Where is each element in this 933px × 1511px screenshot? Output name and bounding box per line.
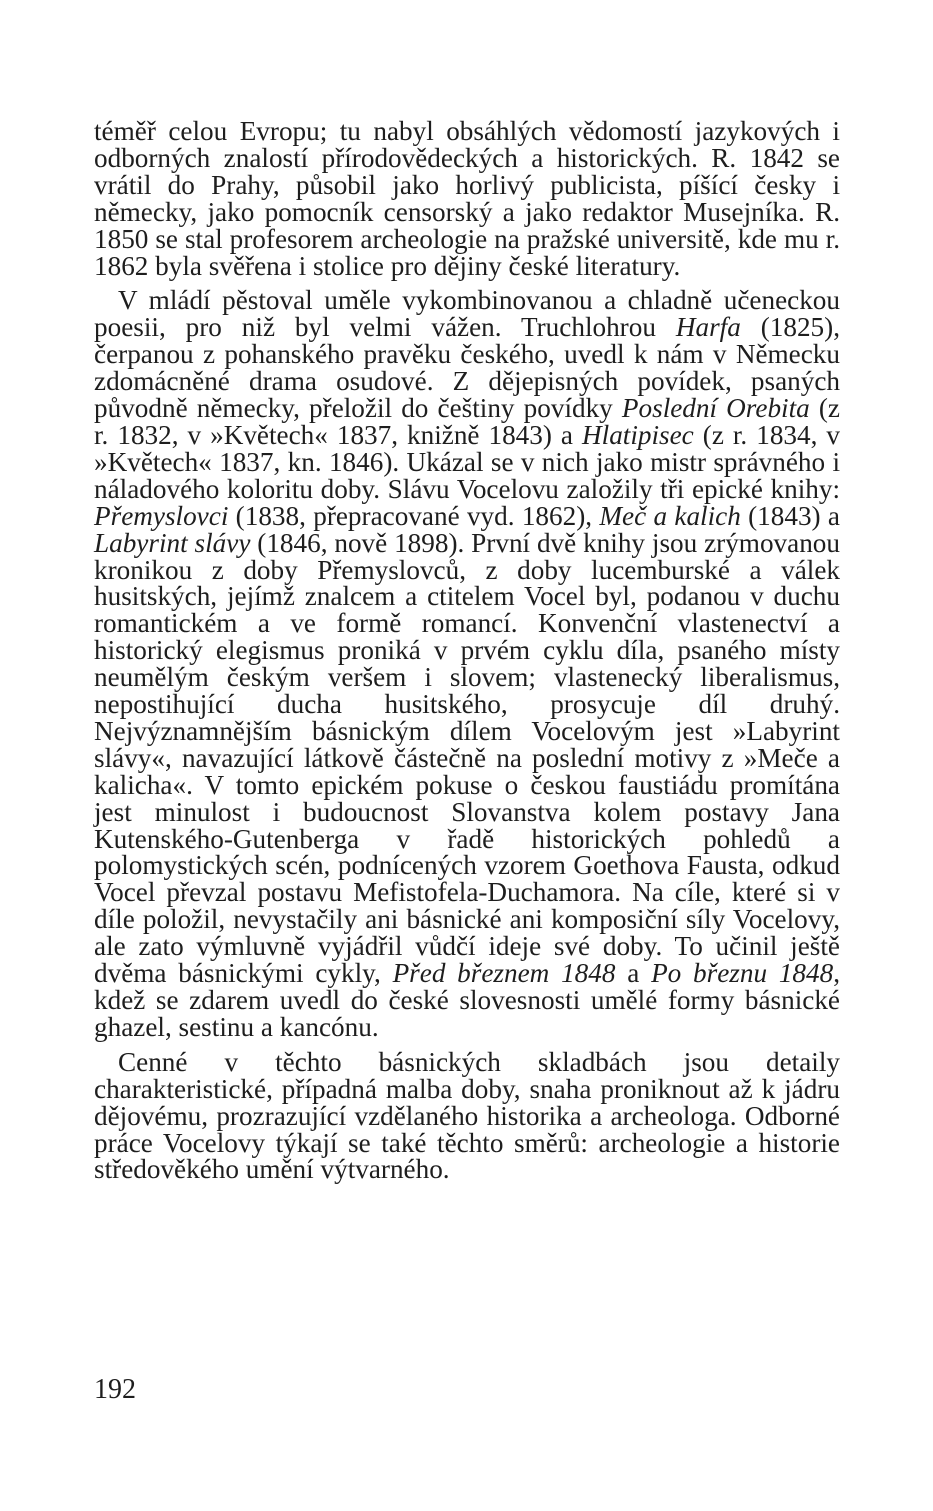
text-run: téměř celou Evropu; tu nabyl obsáhlých vědomostí jazykových i odborných znalostí přírodovědeckých a historických. R. 1842 se vrátil do Prahy, působil jako horlivý publicista, píšící česky i německy, jako pomocník censorský a jako redaktor Musejníka. R. 1850 se stal profesorem archeologie na pražské universitě, kde mu r. 1862 byla svěřena i stolice pro dějiny české literatury. (94, 116, 840, 281)
text-run: (z r. 1832, v »Květech« 1837, knižně 1843) a (94, 393, 840, 450)
page-number: 192 (94, 1374, 136, 1405)
italic-title: Poslední Orebita (621, 393, 810, 424)
italic-title: Meč a kalich (599, 500, 741, 531)
italic-title: Přemyslovci (94, 500, 229, 531)
italic-title: Po březnu 1848 (651, 958, 834, 989)
text-run: Cenné v těchto básnických skladbách jsou detaily charakteristické, případná malba doby, snaha proniknout až k jádru dějovému, prozrazující vzdělaného historika a archeologa. Odborné práce Vocelovy týkají se také těchto směrů: archeologie a historie středověkého umění výtvarného. (94, 1046, 840, 1185)
italic-title: Před březnem 1848 (392, 958, 616, 989)
italic-title: Labyrint slávy (94, 527, 251, 558)
text-run: , kdež se zdarem uvedl do české slovesnosti umělé formy básnické ghazel, sestinu a kancónu. (94, 958, 840, 1042)
paragraph (94, 1046, 840, 1185)
text-run: V mládí pěstoval uměle vykombinovanou a chladně učeneckou poesii, pro niž byl velmi vážen. Truchlohrou (94, 285, 840, 343)
paragraph (94, 118, 840, 279)
italic-title: Hlatipisec (582, 419, 694, 450)
text-run: (1846, nově 1898). První dvě knihy jsou zrýmovanou kronikou z doby Přemyslovců, z doby lucemburské a válek husitských, jejímž znalcem a ctitelem Vocel byl, podanou v duchu romantickém a ve formě romancí. Konvenční vlastenectví a historický elegismus proniká v prvém cyklu díla, psaného místy neumělým českým veršem i slovem; vlastenecký liberalismus, nepostihující ducha husitského, prosycuje díl druhý. Nejvýznamnějším básnickým dílem Vocelovým jest »Labyrint slávy«, navazující látkově částečně na poslední motivy z »Meče a kalicha«. V tomto epickém pokuse o českou faustiádu promítána jest minulost i budoucnost Slovanstva kolem postavy Jana Kutenského-Gutenberga v řadě historických pohledů a polomystických scén, podnícených vzorem Goethova Fausta, odkud Vocel převzal postavu Mefistofela-Duchamora. Na cíle, které si v díle položil, nevystačily ani básnické ani komposiční síly Vocelovy, ale zato výmluvně vyjádřil vůdčí ideje své doby. To učinil ještě dvěma básnickými cykly, (94, 527, 840, 989)
italic-title: Harfa (675, 312, 741, 343)
page-text (94, 118, 840, 1183)
text-run: (1843) a (740, 500, 840, 531)
text-run: (1825), čerpanou z pohanského pravěku českého, uvedl k nám v Německu zdomácněné drama osudové. Z dějepisných povídek, psaných původně německy, přeložil do češtiny povídky (94, 312, 840, 424)
text-run: (1838, přepracované vyd. 1862), (228, 500, 600, 531)
text-run: a (615, 958, 652, 989)
text-run: (z r. 1834, v »Květech« 1837, kn. 1846). Ukázal se v nich jako mistr správného i náladového koloritu doby. Slávu Vocelovu založily tři epické knihy: (94, 419, 840, 504)
paragraph (94, 287, 840, 1040)
